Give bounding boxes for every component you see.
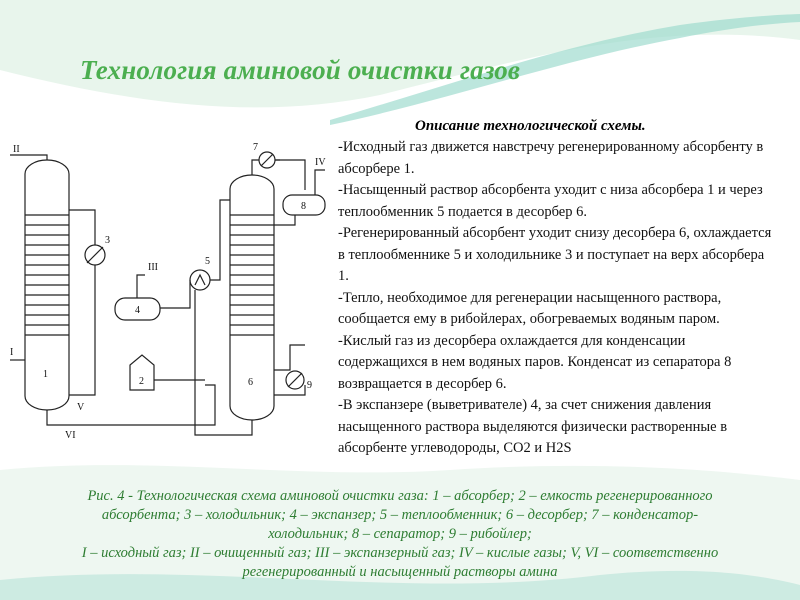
label-stream-i: I [10,347,14,358]
description-item: -Регенерированный абсорбент уходит снизу десорбера 6, охлаждается в теплообменнике 5 и холодильнике 3 и поступает на верх абсорбера 1. [338,225,772,284]
page-title: Технология аминовой очистки газов [80,55,521,85]
label-3: 3 [105,235,110,246]
caption-line: I – исходный газ; II – очищенный газ; III – экспанзерный газ; IV – кислые газы; V, VI – соответственно [81,545,719,561]
stream-v-line [69,210,95,395]
description-body [338,137,778,460]
top-wave-light [0,0,800,107]
label-stream-iii: III [148,262,158,273]
figure-caption [10,487,790,582]
label-6: 6 [248,377,253,388]
description-item: -Кислый газ из десорбера охлаждается для конденсации содержащихся в нем водяных паров. Конденсат из сепаратора 8 возвращается в десорбер 6. [338,332,732,392]
label-9: 9 [307,380,312,391]
label-5: 5 [205,256,210,267]
caption-line: холодильник; 8 – сепаратор; 9 – рибойлер; [268,526,532,542]
description-item: -Тепло, необходимое для регенерации насыщенного раствора, сообщается ему в рибойлерах, обогреваемых водяным паром. [338,289,722,327]
description-item: -В экспанзере (выветривателе) 4, за счет снижения давления насыщенного раствора выделяются физически растворенные в абсорбенте углеводороды, CO2 и H2S [338,397,728,456]
label-stream-vi: VI [65,430,76,441]
description-heading: Описание технологической схемы. [415,118,646,134]
description-item: -Исходный газ движется навстречу регенерированному абсорбенту в абсорбере 1. [338,139,764,177]
stream-vi-line [47,385,215,425]
label-4: 4 [135,305,140,316]
label-1: 1 [43,369,48,380]
process-diagram [5,140,335,470]
label-stream-iv: IV [315,157,326,168]
caption-line: регенерированный и насыщенный растворы амина [242,564,558,580]
label-stream-ii: II [13,144,20,155]
description-item: -Насыщенный раствор абсорбента уходит с низа абсорбера 1 и через теплообменник 5 подается в десорбер 6. [338,182,763,220]
heat-exchanger-5 [190,270,210,290]
stream-ii-line [10,155,47,160]
label-8: 8 [301,201,306,212]
label-stream-v: V [77,402,85,413]
caption-line: Рис. 4 - Технологическая схема аминовой очистки газа: 1 – абсорбер; 2 – емкость регенерированного [87,488,713,504]
label-7: 7 [253,142,258,153]
caption-line: абсорбента; 3 – холодильник; 4 – экспанзер; 5 – теплообменник; 6 – десорбер; 7 – конденсатор- [101,507,699,523]
label-2: 2 [139,376,144,387]
